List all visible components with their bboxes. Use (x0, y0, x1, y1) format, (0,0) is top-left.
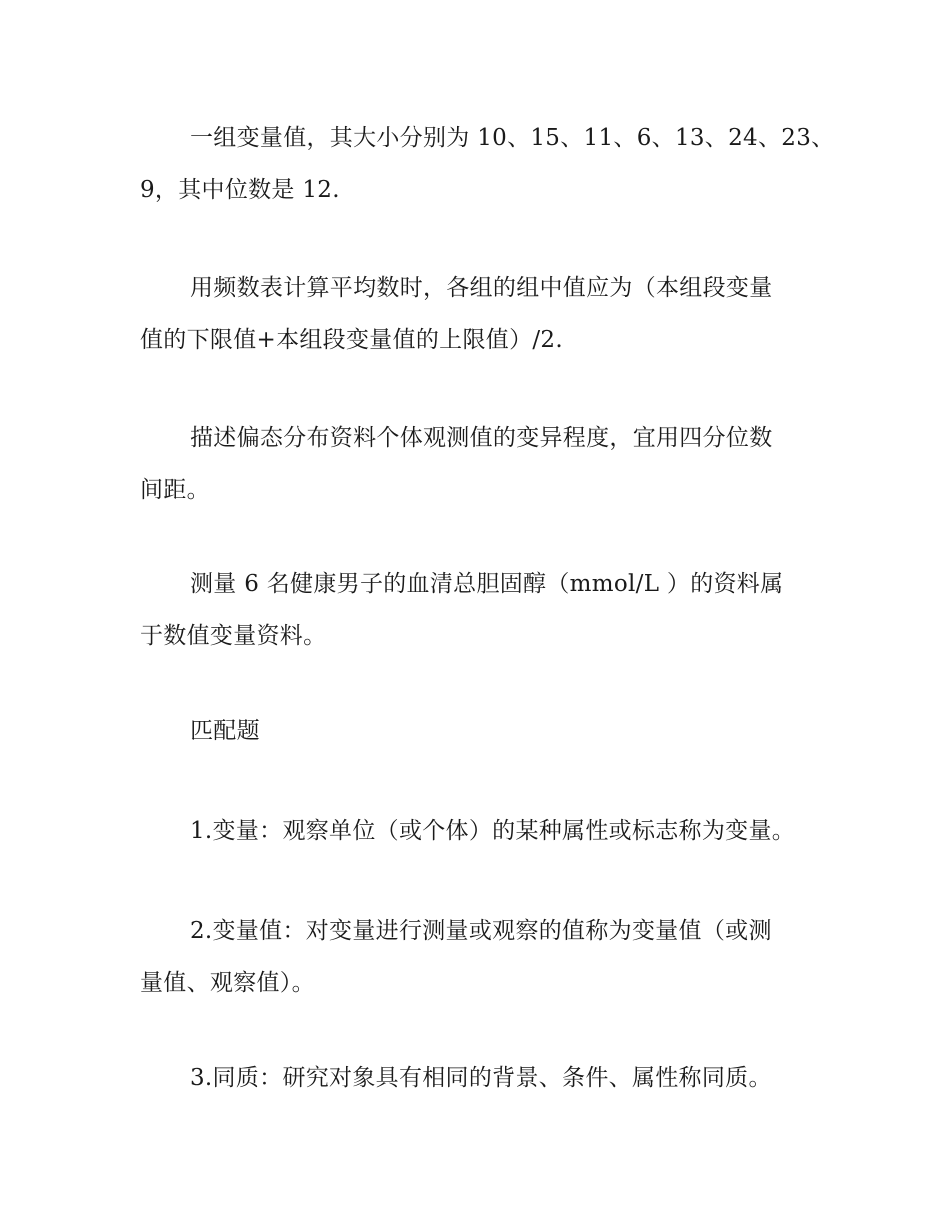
definition-variable (140, 805, 840, 857)
paragraph-line: 3.同质：研究对象具有相同的背景、条件、属性称同质。 (190, 1065, 772, 1091)
definition-variable-value (140, 905, 840, 1009)
paragraph-line: 匹配题 (190, 718, 260, 744)
paragraph-line: 9，其中位数是 12. (140, 177, 340, 203)
paragraph-line: 值的下限值+本组段变量值的上限值）/2. (140, 327, 563, 353)
paragraph-line: 于数值变量资料。 (140, 623, 327, 649)
paragraph-skewed-distribution (140, 412, 840, 516)
paragraph-line: 间距。 (140, 477, 210, 503)
paragraph-line: 用频数表计算平均数时，各组的组中值应为（本组段变量 (190, 275, 773, 301)
section-heading-matching (140, 705, 840, 757)
paragraph-line: 一组变量值，其大小分别为 10、15、11、6、13、24、23、 (190, 125, 835, 151)
definition-homogeneity (140, 1052, 840, 1104)
paragraph-cholesterol (140, 558, 840, 662)
paragraph-median (140, 112, 840, 216)
paragraph-line: 量值、观察值）。 (140, 970, 315, 996)
paragraph-line: 2.变量值：对变量进行测量或观察的值称为变量值（或测 (190, 918, 772, 944)
paragraph-line: 测量 6 名健康男子的血清总胆固醇（mmol/L ）的资料属 (190, 571, 784, 597)
paragraph-line: 描述偏态分布资料个体观测值的变异程度，宜用四分位数 (190, 425, 773, 451)
paragraph-line: 1.变量：观察单位（或个体）的某种属性或标志称为变量。 (190, 818, 796, 844)
paragraph-group-midpoint (140, 262, 840, 366)
